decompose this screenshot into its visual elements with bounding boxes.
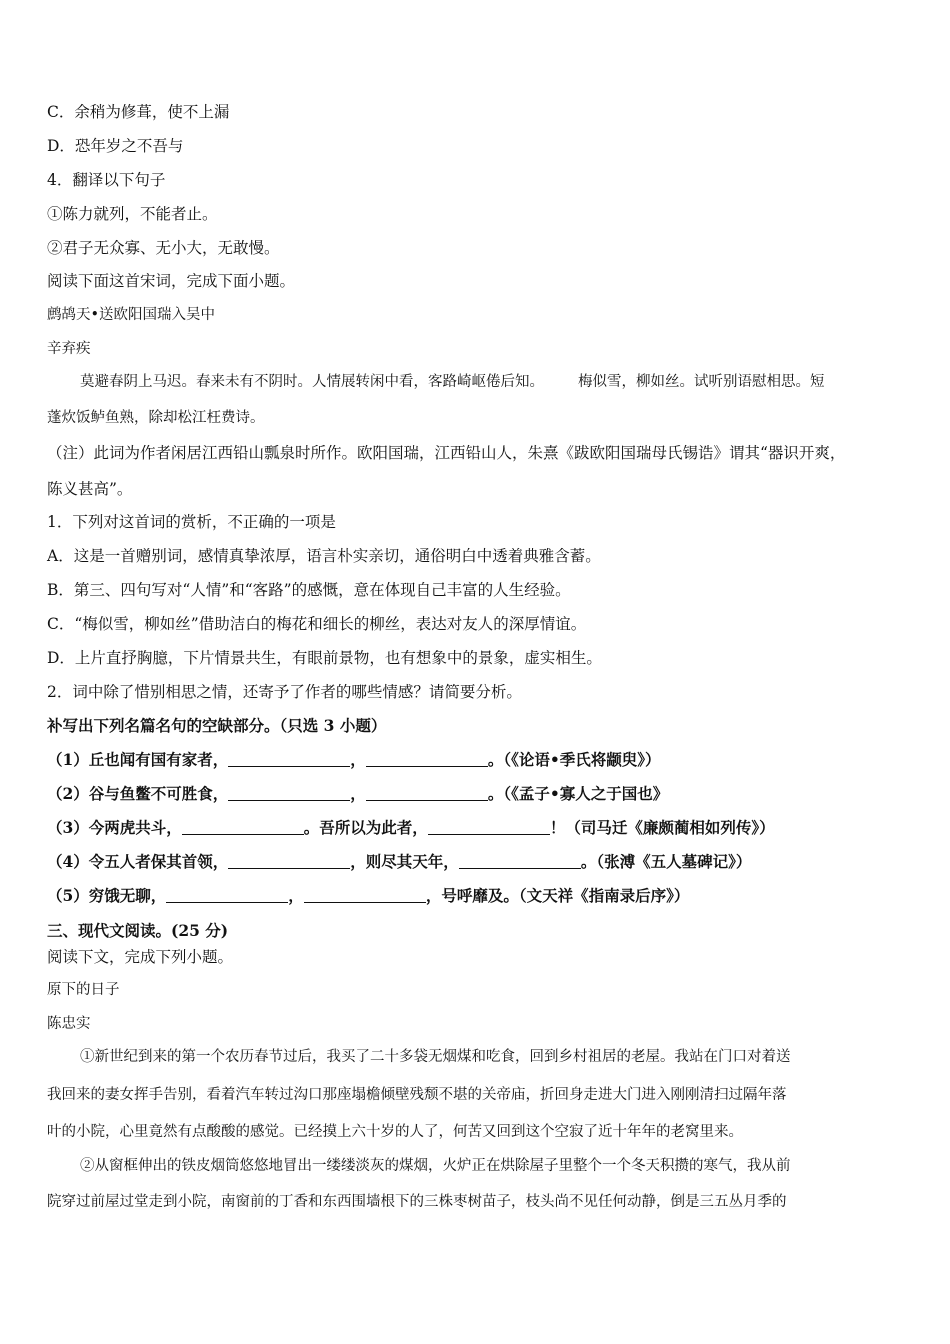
- poem-line-1: [80, 372, 825, 392]
- question-1-line: 1．下列对这首词的赏析，不正确的一项是: [47, 513, 336, 531]
- fill-5-mid: ，: [288, 886, 304, 905]
- answer-blank[interactable]: [304, 888, 426, 903]
- option-d-line: D．恐年岁之不吾与: [47, 137, 184, 155]
- essay-author: 陈忠实: [47, 1016, 91, 1032]
- fill-in-heading: 补写出下列名篇名句的空缺部分。（只选 3 小题）: [47, 716, 387, 735]
- essay-title: 原下的日子: [47, 982, 120, 998]
- fill-item-2: [47, 784, 668, 804]
- fill-item-5: [47, 886, 689, 906]
- note-line-2: 陈义甚高”。: [47, 480, 133, 498]
- fill-4-suffix: 。（张溥《五人墓碑记》）: [580, 852, 752, 871]
- answer-blank[interactable]: [366, 752, 488, 767]
- poem-line-2: 蓬炊饭鲈鱼熟，除却松江枉费诗。: [47, 410, 265, 426]
- fill-2-prefix: （2）谷与鱼鳖不可胜食，: [47, 784, 229, 803]
- fill-4-mid: ，则尽其天年，: [350, 852, 459, 871]
- fill-1-suffix: 。（《论语•季氏将颛臾》）: [487, 750, 661, 769]
- fill-3-prefix: （3）今两虎共斗，: [47, 818, 182, 837]
- fill-4-prefix: （4）令五人者保其首领，: [47, 852, 229, 871]
- paragraph-1-line-2: 我回来的妻女挥手告别，看着汽车转过沟口那座塌檐倾壁残颓不堪的关帝庙，折回身走进大门进入刚刚清扫过隔年落: [47, 1087, 787, 1103]
- answer-blank[interactable]: [459, 854, 581, 869]
- fill-5-prefix: （5）穷饿无聊，: [47, 886, 167, 905]
- paragraph-1-line-1: ①新世纪到来的第一个农历春节过后，我买了二十多袋无烟煤和吃食，回到乡村祖居的老屋。我站在门口对着送: [80, 1049, 791, 1065]
- option-d2-line: D．上片直抒胸臆，下片情景共生，有眼前景物，也有想象中的景象，虚实相生。: [47, 649, 602, 667]
- fill-1-mid: ，: [350, 750, 366, 769]
- poem-title: 鹧鸪天•送欧阳国瑞入吴中: [47, 307, 216, 323]
- fill-2-mid: ，: [350, 784, 366, 803]
- answer-blank[interactable]: [228, 752, 350, 767]
- option-c-line: C．余稍为修葺，使不上漏: [47, 103, 230, 121]
- section-3-heading: 三、现代文阅读。(25 分): [47, 921, 229, 940]
- fill-1-prefix: （1）丘也闻有国有家者，: [47, 750, 229, 769]
- note-line-1: （注）此词为作者闲居江西铅山瓢泉时所作。欧阳国瑞，江西铅山人，朱熹《跋欧阳国瑞母氏锡诰》谓其“器识开爽，: [47, 444, 846, 462]
- answer-blank[interactable]: [366, 786, 488, 801]
- answer-blank[interactable]: [228, 786, 350, 801]
- question-2-line: 2．词中除了惜别相思之情，还寄予了作者的哪些情感？请简要分析。: [47, 683, 522, 701]
- option-a-line: A．这是一首赠别词，感情真挚浓厚，语言朴实亲切，通俗明白中透着典雅含蓄。: [47, 547, 601, 565]
- sentence-2-line: ②君子无众寡、无小大，无敢慢。: [47, 239, 280, 257]
- fill-item-3: [47, 818, 775, 838]
- answer-blank[interactable]: [166, 888, 288, 903]
- answer-blank[interactable]: [182, 820, 304, 835]
- fill-item-1: [47, 750, 660, 770]
- fill-2-suffix: 。（《孟子•寡人之于国也》: [487, 784, 669, 803]
- fill-5-suffix: ，号呼靡及。（文天祥《指南录后序》）: [425, 886, 690, 905]
- paragraph-1-line-3: 叶的小院，心里竟然有点酸酸的感觉。已经摸上六十岁的人了，何苦又回到这个空寂了近十年年的老窝里来。: [47, 1124, 743, 1140]
- poem-author: 辛弃疾: [47, 341, 91, 357]
- paragraph-2-line-1: ②从窗框伸出的铁皮烟筒悠悠地冒出一缕缕淡灰的煤烟，火炉正在烘除屋子里整个一个冬天积攒的寒气，我从前: [80, 1158, 791, 1174]
- paragraph-2-line-2: 院穿过前屋过堂走到小院，南窗前的丁香和东西围墙根下的三株枣树苗子，枝头尚不见任何动静，倒是三五丛月季的: [47, 1194, 787, 1210]
- poem-part-2: 梅似雪，柳如丝。试听别语慰相思。短: [578, 374, 825, 390]
- answer-blank[interactable]: [428, 820, 550, 835]
- reading-instruction-2: 阅读下文，完成下列小题。: [47, 948, 234, 966]
- fill-3-suffix: ！（司马迁《廉颇蔺相如列传》）: [549, 818, 775, 837]
- option-c2-line: C．“梅似雪，柳如丝”借助洁白的梅花和细长的柳丝，表达对友人的深厚情谊。: [47, 615, 587, 633]
- fill-3-mid: 。吾所以为此者，: [303, 818, 428, 837]
- sentence-1-line: ①陈力就列，不能者止。: [47, 205, 218, 223]
- reading-instruction: 阅读下面这首宋词，完成下面小题。: [47, 272, 296, 290]
- question-4-line: 4．翻译以下句子: [47, 171, 166, 189]
- fill-item-4: [47, 852, 751, 872]
- option-b-line: B．第三、四句写对“人情”和“客路”的感慨，意在体现自己丰富的人生经验。: [47, 581, 571, 599]
- answer-blank[interactable]: [228, 854, 350, 869]
- poem-part-1: 莫避春阴上马迟。春来未有不阴时。人情展转闲中看，客路崎岖倦后知。: [80, 374, 544, 390]
